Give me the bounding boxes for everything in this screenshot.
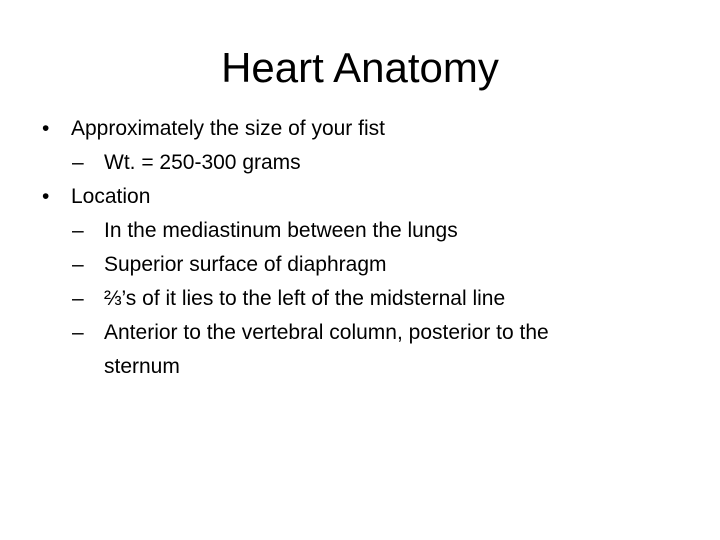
sub-bullet-item-vertebral [0,316,624,384]
slide-title: Heart Anatomy [221,44,499,91]
bullet-item-size [0,112,720,146]
sub-bullet-text: Wt. = 250-300 grams [104,151,301,174]
sub-bullet-text: In the mediastinum between the lungs [104,219,458,242]
bullet-marker: • [42,185,50,208]
bullet-text: Location [71,185,151,208]
bullet-marker: • [42,117,50,140]
sub-bullet-marker: – [72,151,84,174]
sub-bullet-text: Anterior to the vertebral column, posterior to the sternum [104,321,549,378]
sub-bullet-marker: – [72,287,84,310]
bullet-list [0,112,720,384]
sub-bullet-marker: – [72,219,84,242]
bullet-text: Approximately the size of your fist [71,117,385,140]
sub-bullet-marker: – [72,321,84,344]
sub-bullet-text: Superior surface of diaphragm [104,253,387,276]
sub-bullet-marker: – [72,253,84,276]
sub-bullet-text: ⅔’s of it lies to the left of the midsternal line [104,287,506,310]
sub-bullet-item-diaphragm [0,248,624,282]
sub-bullet-item-weight [0,146,624,180]
sub-bullet-item-midsternal [0,282,624,316]
sub-bullet-item-mediastinum [0,214,624,248]
bullet-item-location [0,180,720,214]
